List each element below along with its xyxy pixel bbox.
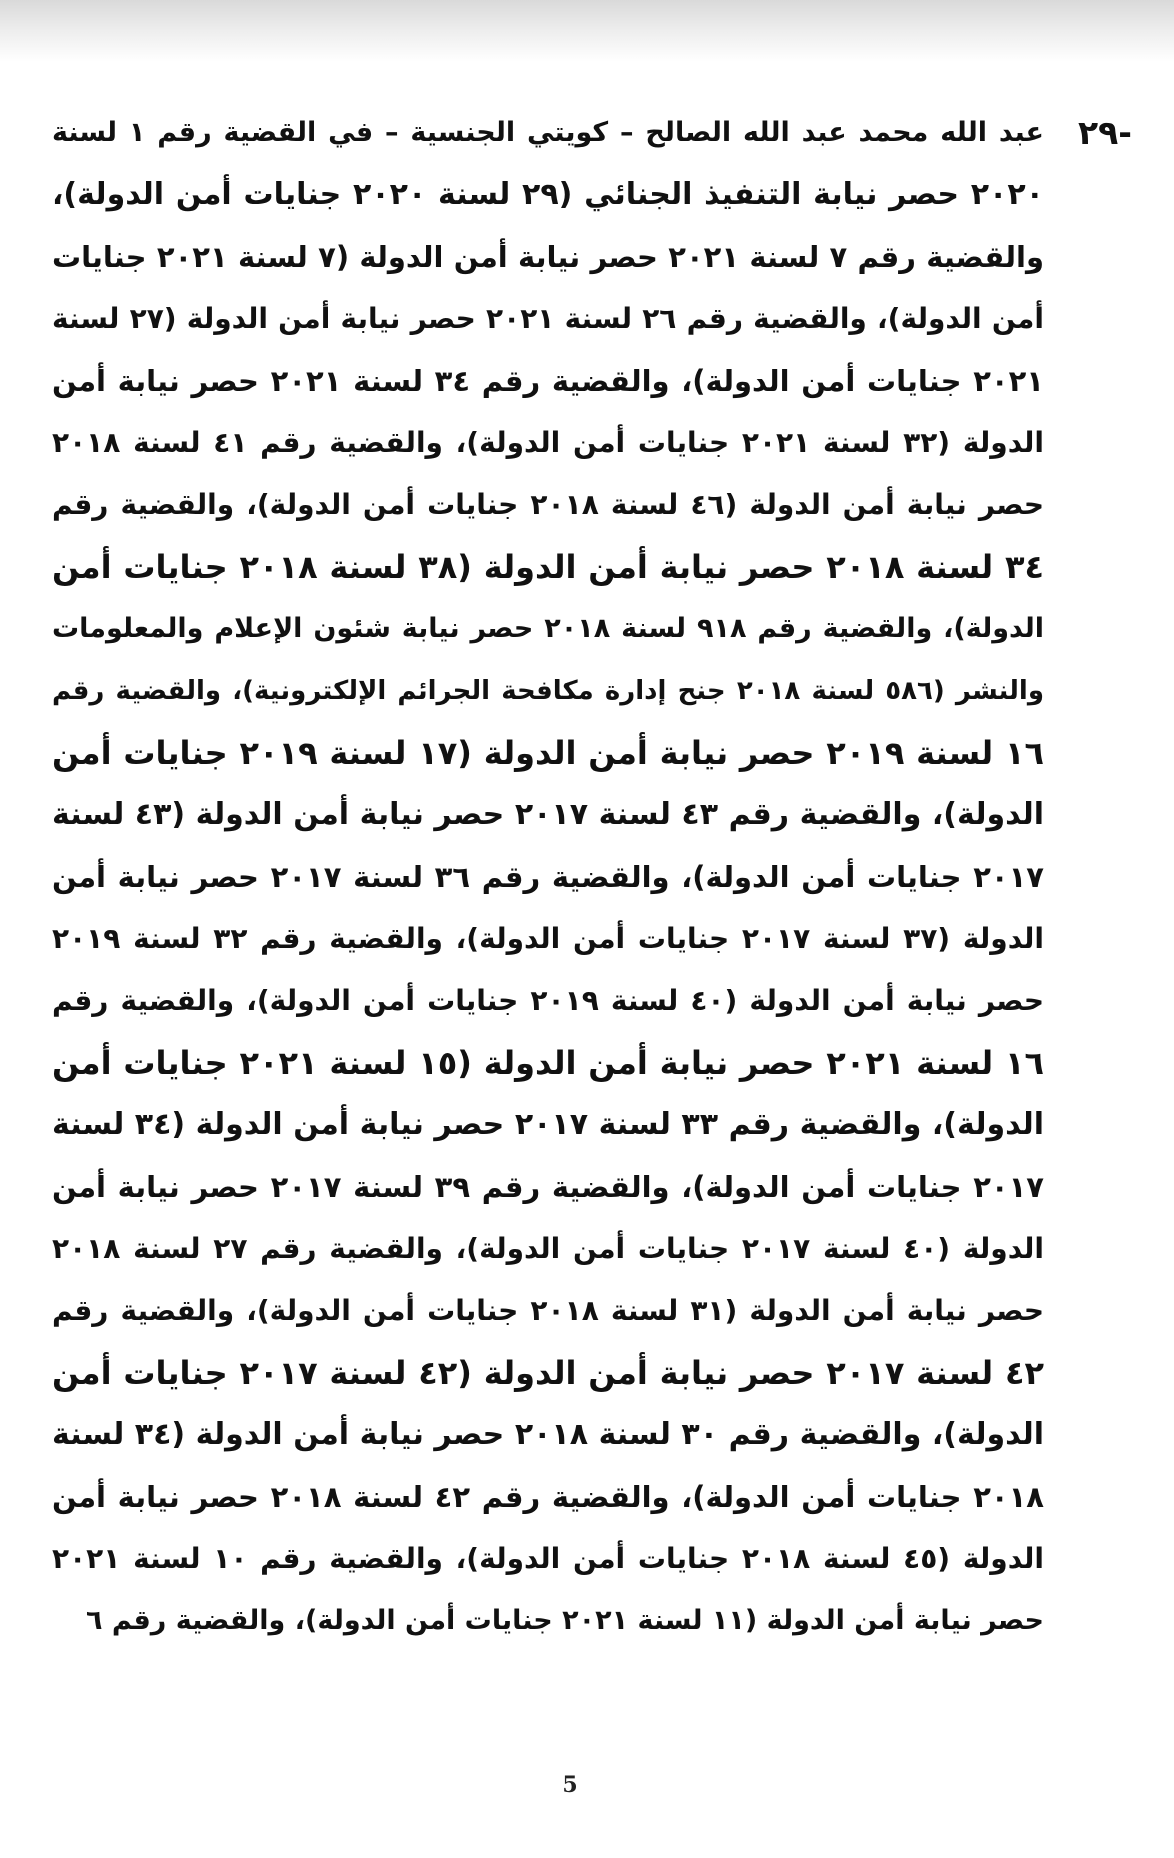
item-number: ٢٩-	[1078, 113, 1132, 152]
text-line: حصر نيابة أمن الدولة (٤٠ لسنة ٢٠١٩ جنايات أمن الدولة)، والقضية رقم	[52, 984, 1044, 1017]
text-line: ٢٠١٨ جنايات أمن الدولة)، والقضية رقم ٤٢ لسنة ٢٠١٨ حصر نيابة أمن	[52, 1480, 1044, 1514]
text-line: الدولة)، والقضية رقم ٣٣ لسنة ٢٠١٧ حصر نيابة أمن الدولة (٣٤ لسنة	[52, 1107, 1044, 1142]
text-line: الدولة (٤٠ لسنة ٢٠١٧ جنايات أمن الدولة)، والقضية رقم ٢٧ لسنة ٢٠١٨	[52, 1232, 1044, 1265]
text-line: حصر نيابة أمن الدولة (٤٦ لسنة ٢٠١٨ جنايات أمن الدولة)، والقضية رقم	[52, 488, 1044, 521]
text-line: الدولة)، والقضية رقم ٤٣ لسنة ٢٠١٧ حصر نيابة أمن الدولة (٤٣ لسنة	[52, 797, 1044, 832]
text-line: ٢٠٢٠ حصر نيابة التنفيذ الجنائي (٢٩ لسنة ٢٠٢٠ جنايات أمن الدولة)،	[52, 177, 1044, 212]
text-line: حصر نيابة أمن الدولة (٣١ لسنة ٢٠١٨ جنايات أمن الدولة)، والقضية رقم	[52, 1294, 1044, 1327]
text-line: ١٦ لسنة ٢٠١٩ حصر نيابة أمن الدولة (١٧ لسنة ٢٠١٩ جنايات أمن	[52, 734, 1044, 772]
text-line: ١٦ لسنة ٢٠٢١ حصر نيابة أمن الدولة (١٥ لسنة ٢٠٢١ جنايات أمن	[52, 1044, 1044, 1082]
text-line: أمن الدولة)، والقضية رقم ٢٦ لسنة ٢٠٢١ حصر نيابة أمن الدولة (٢٧ لسنة	[52, 302, 1044, 335]
text-line: ٢٠٢١ جنايات أمن الدولة)، والقضية رقم ٣٤ لسنة ٢٠٢١ حصر نيابة أمن	[52, 364, 1044, 398]
text-line: الدولة (٣٢ لسنة ٢٠٢١ جنايات أمن الدولة)، والقضية رقم ٤١ لسنة ٢٠١٨	[52, 426, 1044, 459]
text-line: الدولة)، والقضية رقم ٩١٨ لسنة ٢٠١٨ حصر نيابة شئون الإعلام والمعلومات	[52, 613, 1044, 644]
text-line: الدولة (٤٥ لسنة ٢٠١٨ جنايات أمن الدولة)، والقضية رقم ١٠ لسنة ٢٠٢١	[52, 1542, 1044, 1575]
text-line: ٢٠١٧ جنايات أمن الدولة)، والقضية رقم ٣٦ لسنة ٢٠١٧ حصر نيابة أمن	[52, 860, 1044, 894]
text-line: ٢٠١٧ جنايات أمن الدولة)، والقضية رقم ٣٩ لسنة ٢٠١٧ حصر نيابة أمن	[52, 1170, 1044, 1204]
page-number: 5	[562, 1772, 578, 1798]
text-line: والنشر (٥٨٦ لسنة ٢٠١٨ جنح إدارة مكافحة الجرائم الإلكترونية)، والقضية رقم	[52, 676, 1044, 706]
text-line: حصر نيابة أمن الدولة (١١ لسنة ٢٠٢١ جنايات أمن الدولة)، والقضية رقم ٦	[86, 1605, 1044, 1636]
paragraph-body	[52, 103, 1044, 1653]
text-line: والقضية رقم ٧ لسنة ٢٠٢١ حصر نيابة أمن الدولة (٧ لسنة ٢٠٢١ جنايات	[52, 240, 1044, 274]
text-line: الدولة (٣٧ لسنة ٢٠١٧ جنايات أمن الدولة)، والقضية رقم ٣٢ لسنة ٢٠١٩	[52, 922, 1044, 955]
text-line: عبد الله محمد عبد الله الصالح – كويتي الجنسية – في القضية رقم ١ لسنة	[52, 117, 1044, 148]
text-line: ٣٤ لسنة ٢٠١٨ حصر نيابة أمن الدولة (٣٨ لسنة ٢٠١٨ جنايات أمن	[52, 548, 1044, 586]
text-line: الدولة)، والقضية رقم ٣٠ لسنة ٢٠١٨ حصر نيابة أمن الدولة (٣٤ لسنة	[52, 1417, 1044, 1452]
text-line: ٤٢ لسنة ٢٠١٧ حصر نيابة أمن الدولة (٤٢ لسنة ٢٠١٧ جنايات أمن	[52, 1354, 1044, 1392]
